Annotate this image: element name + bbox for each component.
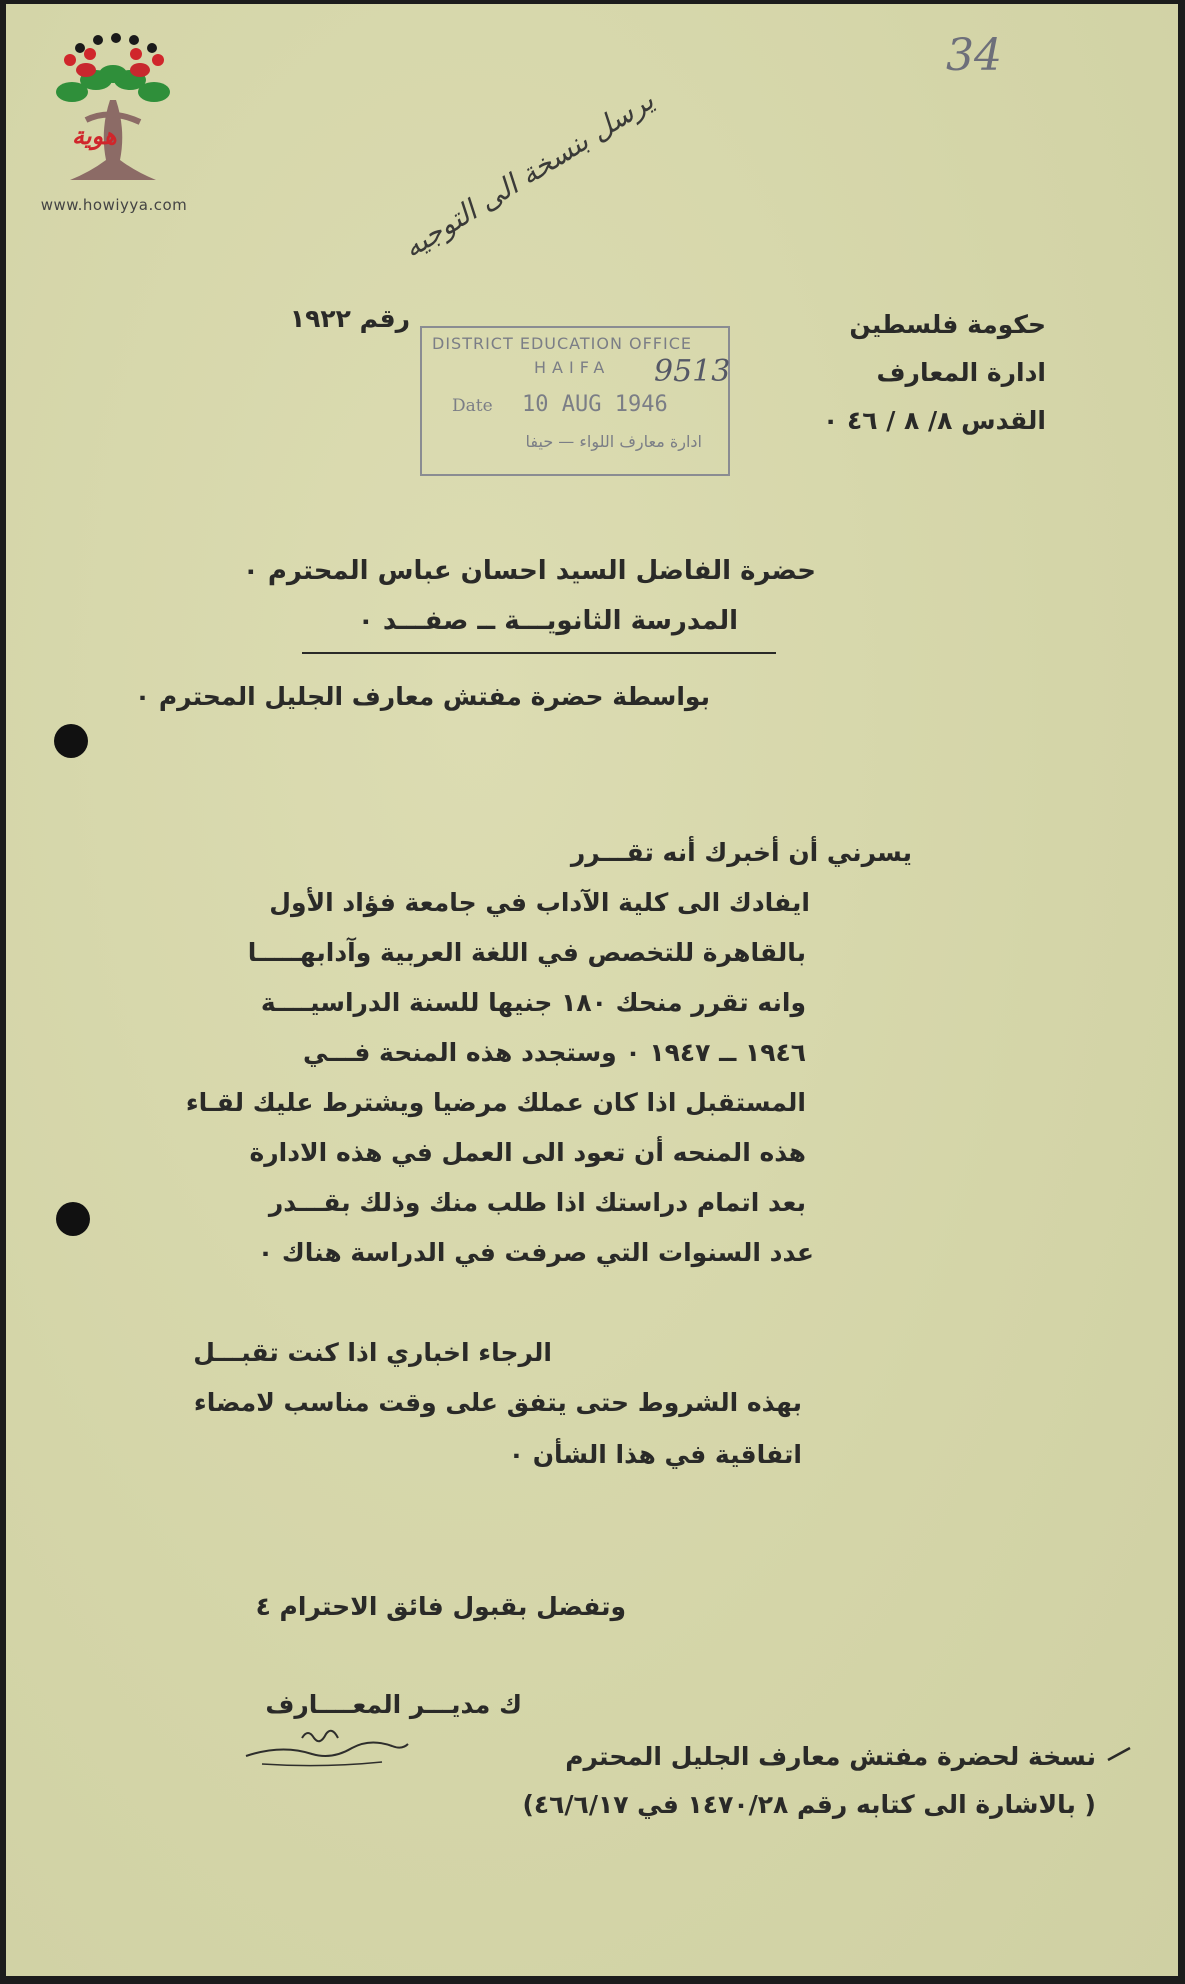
body-line-6: المستقبل اذا كان عملك مرضيا ويشترط عليك لقـاء xyxy=(185,1088,806,1117)
header-government: حكومة فلسطين xyxy=(849,310,1046,339)
request-line-2: بهذه الشروط حتى يتفق على وقت مناسب لامضاء xyxy=(193,1388,802,1417)
addressee-school: المدرسة الثانويـــة ــ صفـــد ٠ xyxy=(357,606,738,636)
request-line-1: الرجاء اخباري اذا كنت تقبـــل xyxy=(193,1338,552,1367)
stamp-office: DISTRICT EDUCATION OFFICE xyxy=(432,334,692,353)
body-line-3: بالقاهرة للتخصص في اللغة العربية وآدابهـــــا xyxy=(247,938,806,967)
body-line-4: وانه تقرر منحك ١٨٠ جنيها للسنة الدراسيــــة xyxy=(260,988,806,1017)
copy-note-line-1: نسخة لحضرة مفتش معارف الجليل المحترم xyxy=(565,1742,1096,1771)
stamp-number: 9513 xyxy=(654,354,731,389)
body-line-8: بعد اتمام دراستك اذا طلب منك وذلك بقـــدر xyxy=(268,1188,806,1217)
punch-hole-top xyxy=(54,724,88,758)
addressee-underline xyxy=(302,652,776,654)
addressee-name: حضرة الفاضل السيد احسان عباس المحترم ٠ xyxy=(242,556,816,586)
body-line-2: ايفادك الى كلية الآداب في جامعة فؤاد الأول xyxy=(269,888,810,917)
stamp-city: HAIFA xyxy=(534,358,611,377)
document-page xyxy=(6,4,1178,1976)
received-stamp xyxy=(420,326,730,476)
stamp-arabic-caption: ادارة معارف اللواء — حيفا xyxy=(525,432,702,451)
handwritten-signature-icon xyxy=(242,1724,412,1774)
body-line-9: عدد السنوات التي صرفت في الدراسة هناك ٠ xyxy=(257,1238,814,1267)
stamp-date-label: Date xyxy=(452,396,493,416)
punch-hole-bottom xyxy=(56,1202,90,1236)
via-line: بواسطة حضرة مفتش معارف الجليل المحترم ٠ xyxy=(134,682,710,711)
header-department: ادارة المعارف xyxy=(876,358,1046,387)
watermark-url: www.howiyya.com xyxy=(40,196,188,214)
copy-note-line-2: ( بالاشارة الى كتابه رقم ١٤٧٠/٢٨ في ٤٦/٦/١٧) xyxy=(522,1790,1096,1819)
tick-mark-icon xyxy=(1106,1744,1132,1764)
header-place-date: القدس ٨/ ٨ / ٤٦ ٠ xyxy=(822,406,1046,435)
reference-number: رقم ١٩٢٢ xyxy=(289,304,410,333)
page-number: 34 xyxy=(946,30,1002,81)
logo-text: هوية xyxy=(72,122,117,150)
closing-line: وتفضل بقبول فائق الاحترام ٤ xyxy=(255,1592,626,1621)
howiyya-logo-icon xyxy=(50,30,176,190)
stamp-date: 10 AUG 1946 xyxy=(522,392,668,417)
handwritten-note: يرسل بنسخة الى التوجيه xyxy=(397,83,660,265)
body-line-7: هذه المنحه أن تعود الى العمل في هذه الادارة xyxy=(249,1138,806,1167)
request-line-3: اتفاقية في هذا الشأن ٠ xyxy=(508,1440,802,1469)
body-line-1: يسرني أن أخبرك أنه تقـــرر xyxy=(570,838,912,867)
body-line-5: ١٩٤٦ ــ ١٩٤٧ ٠ وستجدد هذه المنحة فـــي xyxy=(303,1038,806,1067)
signature-title: ك مديـــر المعــــارف xyxy=(265,1690,522,1719)
